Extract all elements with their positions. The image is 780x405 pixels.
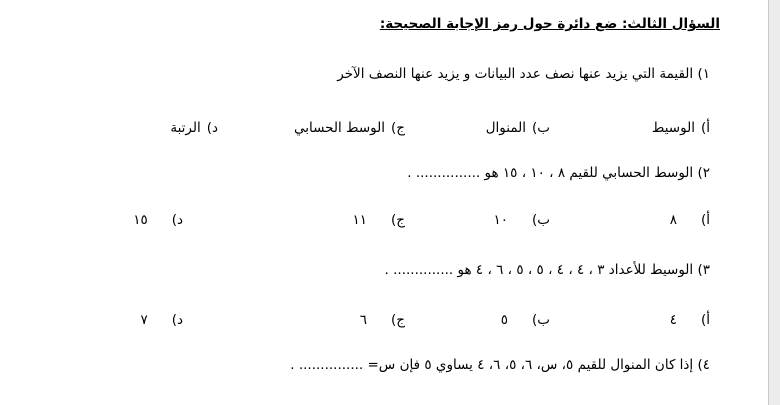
- question-3-option-a[interactable]: [670, 312, 710, 328]
- question-3-option-d[interactable]: [140, 312, 183, 328]
- option-value: ٥: [500, 312, 509, 328]
- option-label: ج): [391, 312, 405, 328]
- option-label: ب): [532, 212, 550, 228]
- question-2-option-c[interactable]: [353, 212, 406, 228]
- option-value: الوسط الحسابي: [294, 120, 386, 136]
- option-value: ٤: [669, 312, 677, 328]
- option-value: ١٥: [133, 212, 148, 228]
- option-label: د): [171, 312, 183, 328]
- option-label: ب): [532, 120, 550, 136]
- question-2-option-a[interactable]: [670, 212, 710, 228]
- option-label: د): [171, 212, 183, 228]
- option-value: ٦: [359, 312, 368, 328]
- section-title: السؤال الثالث: ضع دائرة حول رمز الإجابة الصحيحة:: [379, 16, 720, 32]
- option-label: د): [206, 120, 218, 136]
- question-2-option-d[interactable]: [133, 212, 183, 228]
- question-1-option-a[interactable]: [652, 120, 710, 136]
- option-value: ١١: [352, 212, 368, 228]
- option-label: أ): [700, 312, 710, 328]
- question-3-text: ٣) الوسيط للأعداد ٣ ، ٤ ، ٤ ، ٥ ، ٥ ، ٦ ، ٤ هو .............. .: [384, 262, 710, 278]
- option-label: ج): [391, 120, 405, 136]
- option-label: ج): [391, 212, 405, 228]
- vertical-scrollbar[interactable]: [768, 0, 780, 405]
- option-value: المنوال: [485, 120, 527, 136]
- option-label: أ): [700, 212, 710, 228]
- option-value: الرتبة: [170, 120, 201, 136]
- question-1-option-b[interactable]: [486, 120, 550, 136]
- question-1-option-c[interactable]: [294, 120, 405, 136]
- question-2-text: ٢) الوسط الحسابي للقيم ٨ ، ١٠ ، ١٥ هو ............... .: [407, 165, 710, 181]
- option-value: الوسيط: [651, 120, 695, 136]
- question-4-text: ٤) إذا كان المنوال للقيم ٥، س، ٦، ٥، ٦، ٤ يساوي ٥ فإن س= ............... .: [290, 357, 710, 373]
- question-1-text: ١) القيمة التي يزيد عنها نصف عدد البيانات و يزيد عنها النصف الآخر: [337, 66, 710, 82]
- option-label: أ): [700, 120, 710, 136]
- question-2-option-b[interactable]: [494, 212, 551, 228]
- option-value: ٨: [669, 212, 677, 228]
- question-3-option-b[interactable]: [501, 312, 550, 328]
- option-label: ب): [532, 312, 550, 328]
- question-1-option-d[interactable]: [170, 120, 218, 136]
- question-3-option-c[interactable]: [360, 312, 405, 328]
- option-value: ١٠: [493, 212, 509, 228]
- option-value: ٧: [140, 312, 148, 328]
